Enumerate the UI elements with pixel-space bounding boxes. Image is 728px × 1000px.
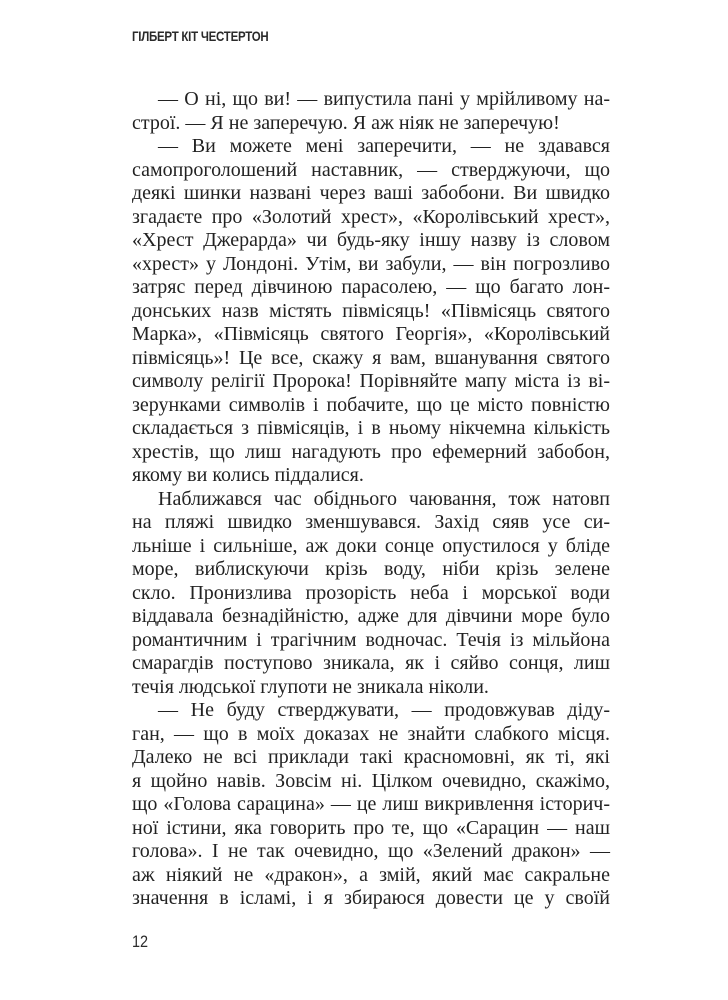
text-line: море, виблискуючи крізь воду, ніби крізь зелене	[132, 558, 610, 580]
text-line: на пляжі швидко зменшувався. Захід сяяв усе си-	[132, 511, 610, 533]
text-line: строї. — Я не заперечую. Я аж ніяк не заперечую!	[132, 111, 560, 134]
text-line: я щойно навів. Зовсім ні. Цілком очевидно, скажімо,	[132, 769, 610, 792]
text-line: аж ніякий не «дракон», а змій, який має сакральне	[132, 863, 610, 886]
paragraph	[132, 135, 610, 488]
text-line: самопроголошений наставник, — стверджуючи, що	[132, 158, 610, 181]
text-line: Марка», «Півмісяць святого Георгія», «Королівський	[132, 323, 610, 345]
text-line: значення в ісламі, і я збираюся довести це у своїй	[132, 887, 610, 909]
text-line: донських назв містять півмісяць! «Півмісяць святого	[132, 299, 610, 322]
text-line: що «Голова сарацина» — це лиш викривлення історич-	[132, 793, 610, 815]
text-line: «Хрест Джерарда» чи будь-яку іншу назву із словом	[132, 229, 610, 251]
text-line: скло. Пронизлива прозорість неба і морської води	[132, 581, 610, 604]
text-line: — О ні, що ви! — випустила пані у мрійливому на-	[158, 88, 610, 110]
text-line: затряс перед дівчиною парасолею, — що багато лон-	[132, 276, 610, 298]
text-line: — Ви можете мені заперечити, — не здавався	[158, 135, 610, 157]
text-line: деякі шинки названі через ваші забобони. Ви швидко	[132, 182, 610, 204]
text-line: Наближався час обіднього чаювання, тож натовп	[158, 487, 610, 510]
text-line: зерунками символів і побачите, що це місто повністю	[132, 393, 610, 416]
text-line: льніше і сильніше, аж доки сонце опустилося у бліде	[132, 534, 610, 557]
text-line: символу релігії Пророка! Порівняйте мапу міста із ві-	[132, 370, 610, 392]
running-header: ГІЛБЕРТ КІТ ЧЕСТЕРТОН	[132, 28, 269, 44]
text-line: якому ви колись піддалися.	[132, 464, 364, 486]
paragraph	[132, 88, 610, 135]
text-line: складається з півмісяців, і в ньому нікчемна кількість	[132, 417, 610, 439]
text-line: течія людської глупоти не зникала ніколи.	[132, 675, 489, 698]
text-line: — Не буду стверджувати, — продовжував діду-	[158, 699, 610, 721]
paragraph	[132, 699, 610, 911]
text-line: голова». І не так очевидно, що «Зелений дракон» —	[132, 840, 610, 862]
text-line: Далеко не всі приклади такі красномовні, як ті, які	[132, 746, 610, 768]
text-line: смарагдів поступово зникала, як і сяйво сонця, лиш	[132, 652, 610, 674]
text-line: півмісяць»! Це все, скажу я вам, вшанування святого	[132, 346, 610, 369]
body-text	[132, 88, 610, 911]
text-line: ної істини, яка говорить про те, що «Сарацин — наш	[132, 816, 610, 839]
text-line: «хрест» у Лондоні. Утім, ви забули, — він погрозливо	[132, 252, 610, 275]
text-line: романтичним і трагічним водночас. Течія із мільйона	[132, 628, 610, 651]
text-line: ган, — що в моїх доказах не знайти слабкого місця.	[132, 722, 610, 745]
paragraph	[132, 488, 610, 700]
text-line: згадаєте про «Золотий хрест», «Королівський хрест»,	[132, 205, 610, 228]
text-line: хрестів, що лиш нагадують про ефемерний забобон,	[132, 440, 610, 463]
text-line: віддавала безнадійністю, адже для дівчини море було	[132, 605, 610, 627]
page-number: 12	[132, 932, 149, 951]
